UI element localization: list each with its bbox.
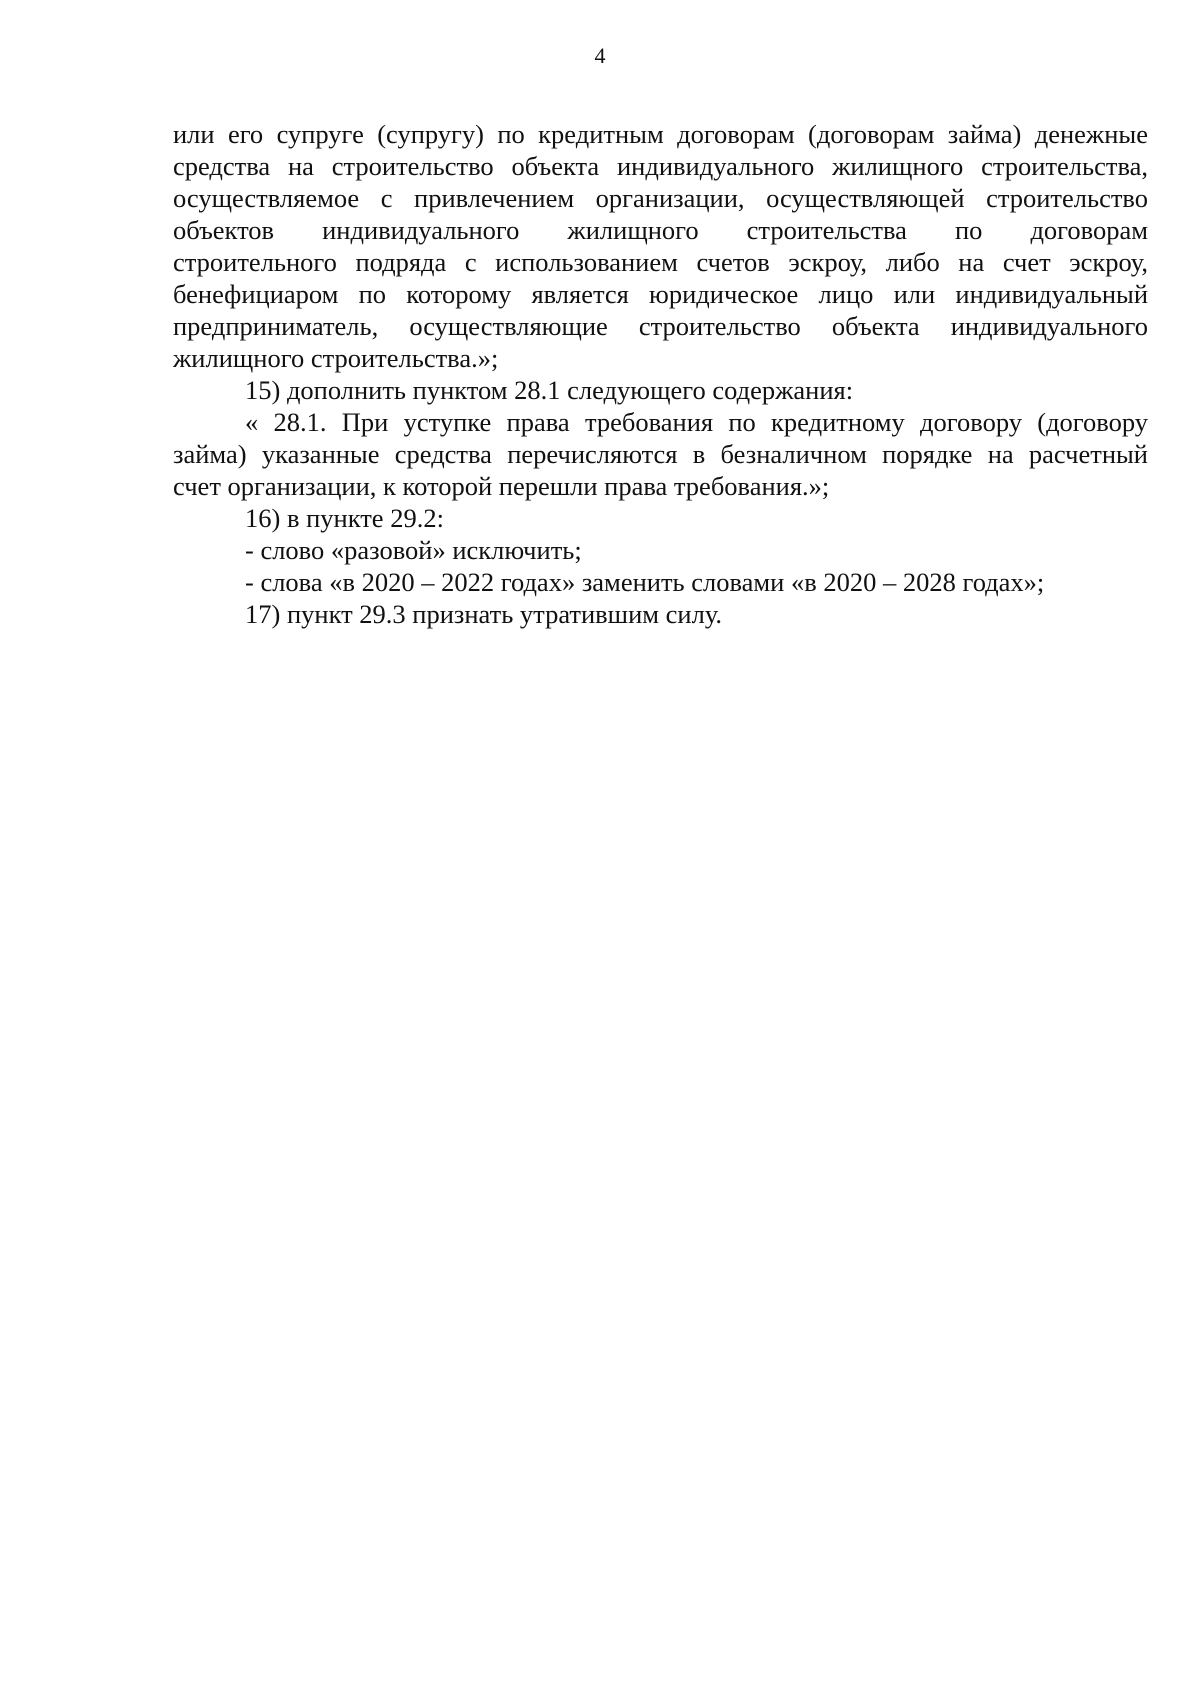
text-line: счет организации, к которой перешли права требования.»;: [173, 471, 830, 501]
text-line: 17) пункт 29.3 признать утратившим силу.: [245, 599, 723, 629]
text-line: - слово «разовой» исключить;: [245, 535, 582, 565]
text-line: объектов индивидуального жилищного строительства по договорам: [173, 215, 1148, 245]
page-number: 4: [594, 43, 606, 68]
text-line: осуществляемое с привлечением организации, осуществляющей строительство: [173, 183, 1148, 213]
paragraph-continuation: [173, 118, 1148, 374]
paragraph-item-28-1: [173, 406, 1148, 502]
paragraph-item-16-b: [173, 566, 1148, 598]
text-line: средства на строительство объекта индивидуального жилищного строительства,: [173, 151, 1148, 181]
paragraph-item-16-a: [173, 534, 1148, 566]
document-body: [173, 118, 1148, 630]
text-line: жилищного строительства.»;: [173, 343, 499, 373]
text-line: бенефициаром по которому является юридическое лицо или индивидуальный: [173, 279, 1148, 309]
text-line: предприниматель, осуществляющие строительство объекта индивидуального: [173, 311, 1148, 341]
text-line: или его супруге (супругу) по кредитным договорам (договорам займа) денежные: [173, 119, 1148, 149]
paragraph-item-15: [173, 374, 1148, 406]
text-line: строительного подряда с использованием счетов эскроу, либо на счет эскроу,: [173, 247, 1148, 277]
text-line: - слова «в 2020 – 2022 годах» заменить словами «в 2020 – 2028 годах»;: [245, 567, 1045, 597]
text-line: « 28.1. При уступке права требования по кредитному договору (договору: [245, 407, 1148, 437]
text-line: 16) в пункте 29.2:: [245, 503, 444, 533]
text-line: займа) указанные средства перечисляются в безналичном порядке на расчетный: [173, 439, 1148, 469]
paragraph-item-17: [173, 598, 1148, 630]
paragraph-item-16: [173, 502, 1148, 534]
text-line: 15) дополнить пунктом 28.1 следующего содержания:: [245, 375, 854, 405]
